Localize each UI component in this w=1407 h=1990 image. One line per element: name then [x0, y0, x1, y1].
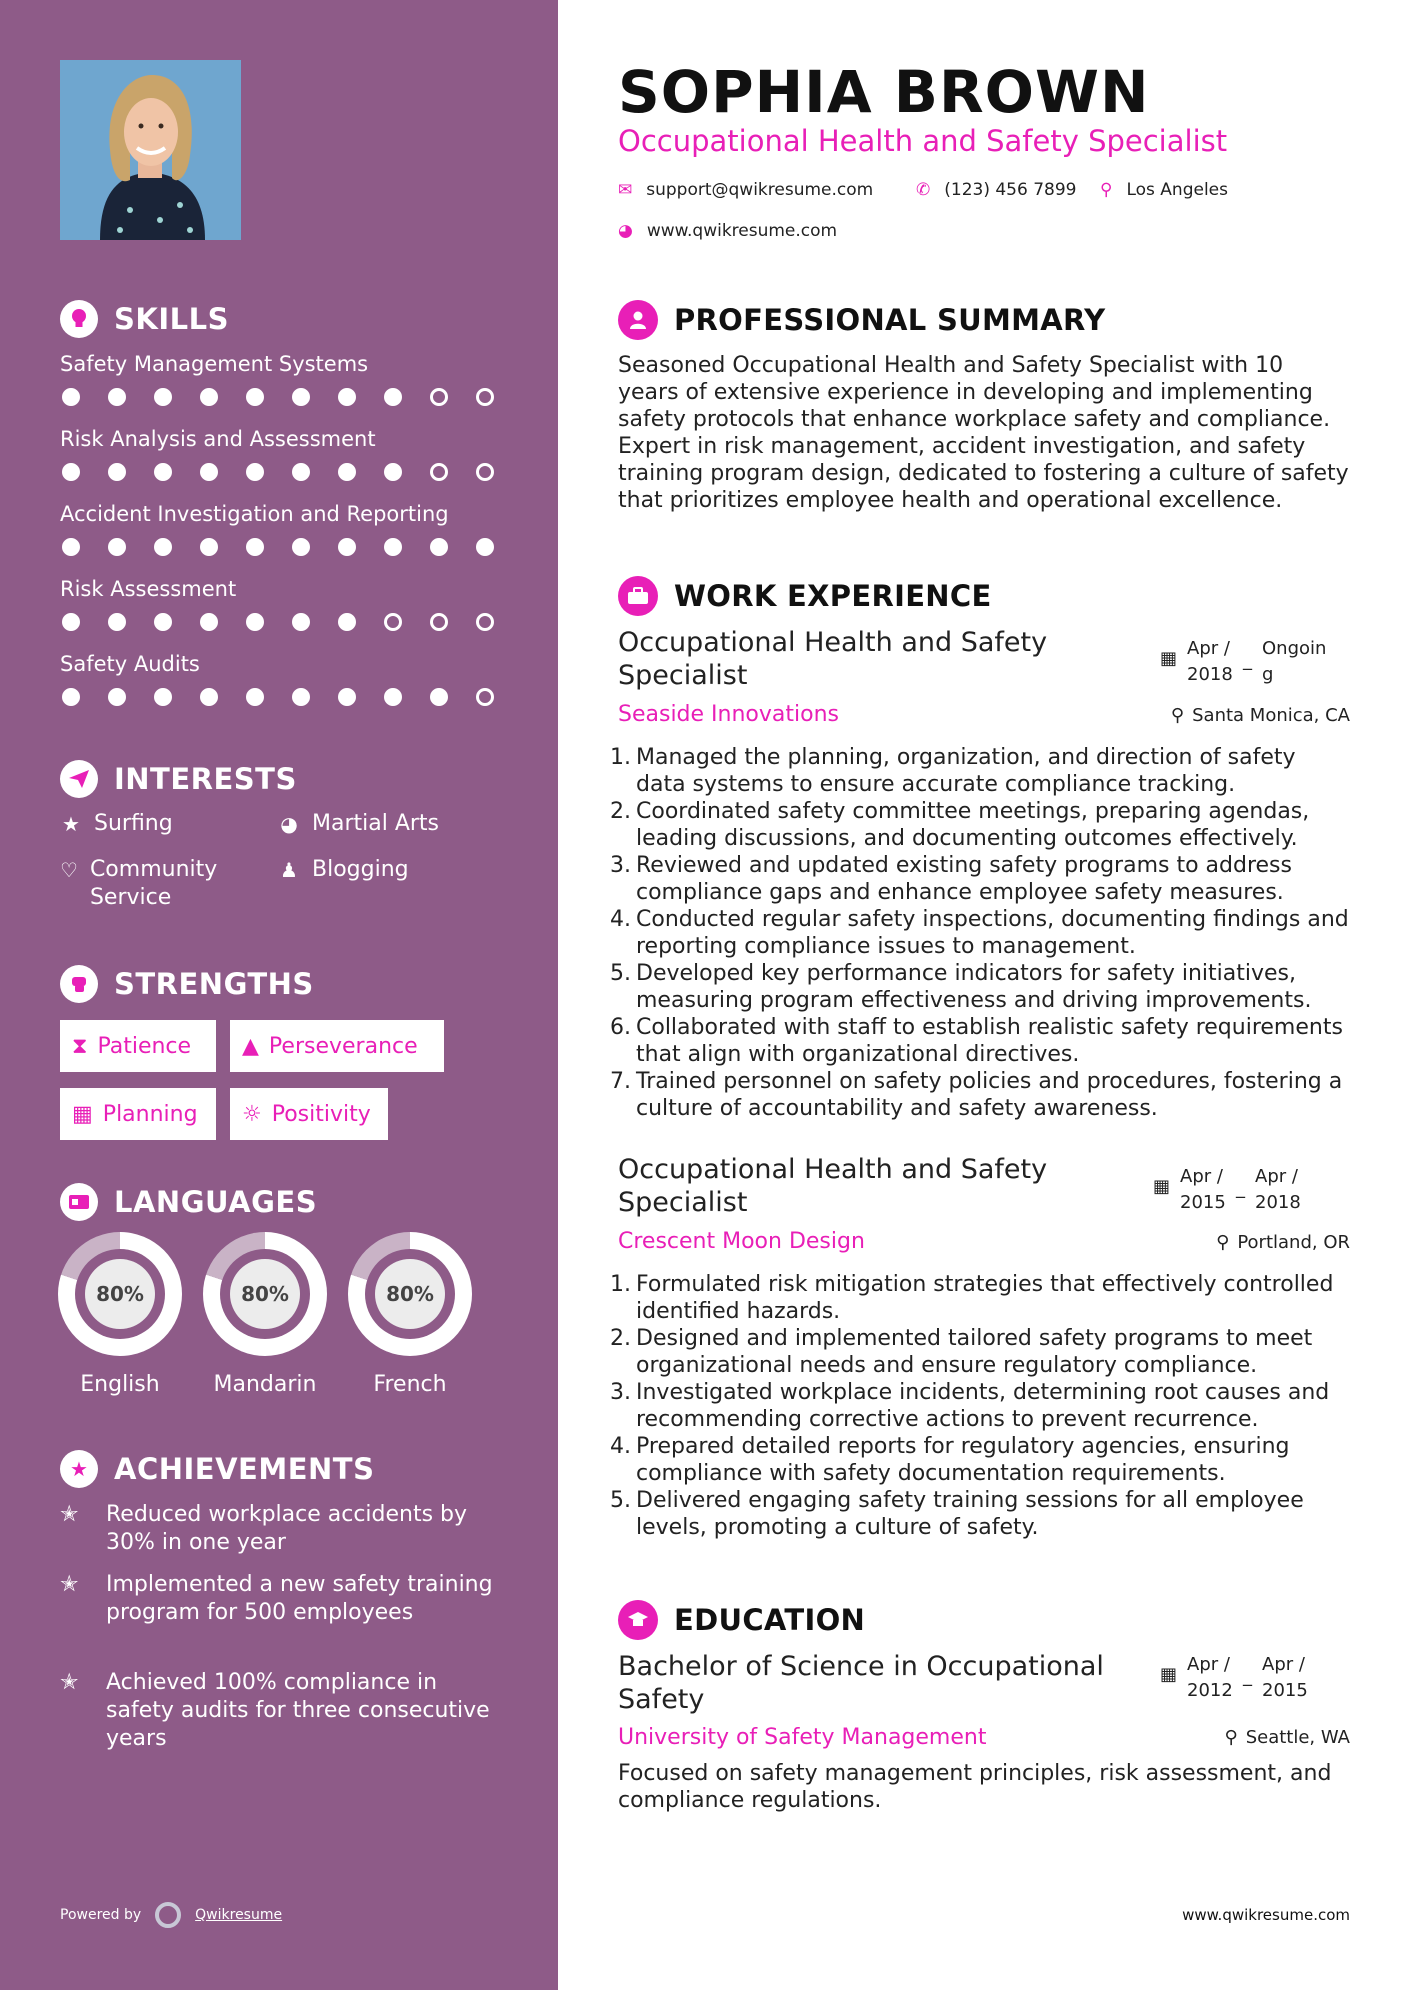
shooting-star-icon: ✭: [60, 1670, 79, 1695]
rating-dot-filled: [246, 463, 264, 481]
language-icon: [60, 1183, 98, 1221]
skill-item: Safety Audits: [60, 652, 510, 706]
rating-dot-filled: [384, 463, 402, 481]
rating-dot-filled: [384, 538, 402, 556]
rating-dot-filled: [108, 538, 126, 556]
job-location: ⚲ Santa Monica, CA: [1170, 705, 1350, 726]
calendar-icon: ▦: [72, 1101, 93, 1127]
rating-dot-filled: [292, 388, 310, 406]
rating-dot-filled: [62, 388, 80, 406]
rating-dot-filled: [338, 463, 356, 481]
briefcase-icon: [618, 576, 658, 616]
calendar-icon: ▦: [1160, 648, 1178, 669]
list-item: 3. Reviewed and updated existing safety programs to address compliance gaps and enhance employee safety measures.: [610, 853, 1292, 905]
education-dates: ▦ Apr / 2012 _ Apr / 2015: [1160, 1654, 1308, 1701]
job-dates: ▦ Apr / 2015 _ Apr / 2018: [1153, 1166, 1301, 1213]
shooting-star-icon: ✭: [60, 1502, 79, 1527]
globe-icon: ◕: [618, 221, 633, 241]
map-pin-icon: ⚲: [1100, 180, 1113, 200]
user-icon: [618, 300, 658, 340]
footer-url[interactable]: www.qwikresume.com: [1182, 1906, 1350, 1924]
education-heading: EDUCATION: [618, 1600, 865, 1640]
list-item: 1. Formulated risk mitigation strategies that effectively controlled identified hazards.: [610, 1272, 1334, 1324]
star-icon: ★: [62, 812, 80, 836]
skill-item: Accident Investigation and Reporting: [60, 502, 510, 556]
language-ring: 80%: [203, 1232, 327, 1356]
contact-location: ⚲ Los Angeles: [1100, 180, 1228, 200]
skill-rating: [60, 388, 510, 406]
interest-item: ♟ Blogging: [278, 856, 409, 884]
star-badge-icon: ★: [60, 1450, 98, 1488]
rating-dot-filled: [292, 688, 310, 706]
rating-dot-empty: [430, 613, 448, 631]
list-item: 7. Trained personnel on safety policies and procedures, fostering a culture of accountability and safety awareness.: [610, 1069, 1343, 1121]
skill-item: Risk Analysis and Assessment: [60, 427, 510, 481]
job-dates: ▦ Apr / 2018 _ Ongoin g: [1160, 638, 1327, 685]
calendar-icon: ▦: [1160, 1664, 1178, 1685]
list-item: 6. Collaborated with staff to establish realistic safety requirements that align with organizational directives.: [610, 1015, 1343, 1067]
rating-dot-filled: [154, 538, 172, 556]
graduate-icon: [618, 1600, 658, 1640]
achievement-item: ✭ Implemented a new safety training program for 500 employees: [60, 1572, 493, 1625]
rating-dot-empty: [430, 463, 448, 481]
rating-dot-filled: [246, 688, 264, 706]
handshake-icon: ♡: [60, 858, 78, 882]
globe-icon: ◕: [280, 812, 298, 836]
skill-rating: [60, 613, 510, 631]
list-item: 5. Developed key performance indicators for safety initiatives, measuring program effectiveness and driving improvements.: [610, 961, 1312, 1013]
shooting-star-icon: ✭: [60, 1572, 79, 1597]
fist-icon: [60, 965, 98, 1003]
job-bullets: [610, 744, 1350, 1122]
rating-dot-filled: [292, 613, 310, 631]
qwikresume-link[interactable]: Qwikresume: [195, 1907, 283, 1923]
rating-dot-filled: [154, 463, 172, 481]
job-title: Occupational Health and Safety Specialist: [618, 1154, 1048, 1218]
company-name: Crescent Moon Design: [618, 1229, 865, 1254]
rating-dot-filled: [108, 688, 126, 706]
rating-dot-filled: [108, 388, 126, 406]
strength-badge: ▲ Perseverance: [230, 1020, 444, 1072]
rating-dot-filled: [384, 688, 402, 706]
language-ring: 80%: [58, 1232, 182, 1356]
rating-dot-filled: [476, 538, 494, 556]
rating-dot-filled: [200, 538, 218, 556]
summary-heading: PROFESSIONAL SUMMARY: [618, 300, 1105, 340]
degree-title: Bachelor of Science in Occupational Safety: [618, 1651, 1104, 1715]
language-item: 80% French: [348, 1232, 472, 1397]
interest-item: ♡ Community Service: [60, 857, 218, 910]
rating-dot-filled: [200, 388, 218, 406]
list-item: 1. Managed the planning, organization, and direction of safety data systems to ensure accurate compliance tracking.: [610, 745, 1296, 797]
sun-icon: ☼: [242, 1101, 262, 1127]
job-bullets: [610, 1271, 1350, 1541]
education-description: Focused on safety management principles, risk assessment, and compliance regulations.: [618, 1761, 1332, 1813]
list-item: 2. Coordinated safety committee meetings, preparing agendas, leading discussions, and documenting outcomes effectively.: [610, 799, 1310, 851]
achievement-item: ✭ Achieved 100% compliance in safety audits for three consecutive years: [60, 1670, 490, 1751]
rating-dot-filled: [338, 538, 356, 556]
job-location: ⚲ Portland, OR: [1216, 1232, 1350, 1253]
rating-dot-filled: [154, 388, 172, 406]
school-name: University of Safety Management: [618, 1725, 987, 1750]
languages-heading: LANGUAGES: [60, 1183, 317, 1221]
contact-phone[interactable]: ✆ (123) 456 7899: [916, 180, 1077, 200]
rating-dot-empty: [476, 463, 494, 481]
list-item: 4. Prepared detailed reports for regulatory agencies, ensuring compliance with safety documentation requirements.: [610, 1434, 1290, 1486]
achievements-heading: ★ ACHIEVEMENTS: [60, 1450, 374, 1488]
language-item: 80% Mandarin: [203, 1232, 327, 1397]
powered-by: Powered by Qwikresume: [60, 1902, 282, 1928]
skill-item: Risk Assessment: [60, 577, 510, 631]
list-item: 4. Conducted regular safety inspections, documenting findings and reporting compliance issues to management.: [610, 907, 1349, 959]
interests-heading: INTERESTS: [60, 760, 297, 798]
achievement-item: ✭ Reduced workplace accidents by 30% in one year: [60, 1502, 468, 1555]
rating-dot-filled: [108, 463, 126, 481]
list-item: 5. Delivered engaging safety training sessions for all employee levels, promoting a culture of safety.: [610, 1488, 1304, 1540]
pushpin-icon: ⚲: [1170, 705, 1185, 726]
rating-dot-filled: [62, 613, 80, 631]
candidate-role: Occupational Health and Safety Specialist: [618, 124, 1228, 158]
company-name: Seaside Innovations: [618, 702, 839, 727]
summary-text: Seasoned Occupational Health and Safety Specialist with 10 years of extensive experience in developing and implementing safety protocols that enhance workplace safety and compliance. Expert in risk management, accident investigation, and safety training program design, dedicated to fostering a culture of safety that prioritizes employee health and operational excellence.: [618, 353, 1349, 513]
rating-dot-filled: [246, 613, 264, 631]
rating-dot-filled: [200, 688, 218, 706]
contact-website[interactable]: ◕ www.qwikresume.com: [618, 221, 838, 241]
rating-dot-filled: [200, 463, 218, 481]
rating-dot-filled: [108, 613, 126, 631]
rating-dot-filled: [62, 463, 80, 481]
rating-dot-filled: [154, 688, 172, 706]
job-title: Occupational Health and Safety Specialist: [618, 627, 1048, 691]
interest-item: ◕ Martial Arts: [278, 810, 439, 838]
rating-dot-filled: [246, 388, 264, 406]
list-item: 3. Investigated workplace incidents, determining root causes and recommending corrective actions to prevent recurrence.: [610, 1380, 1330, 1432]
skill-rating: [60, 688, 510, 706]
list-item: 2. Designed and implemented tailored safety programs to meet organizational needs and ensure regulatory compliance.: [610, 1326, 1313, 1378]
qwikresume-logo-icon: [155, 1902, 181, 1928]
pushpin-icon: ⚲: [1216, 1232, 1230, 1253]
skill-rating: [60, 463, 510, 481]
experience-heading: WORK EXPERIENCE: [618, 576, 992, 616]
strength-badge: ▦ Planning: [60, 1088, 216, 1140]
rating-dot-filled: [430, 688, 448, 706]
calendar-icon: ▦: [1153, 1176, 1171, 1197]
skill-item: Safety Management Systems: [60, 352, 510, 406]
rating-dot-filled: [62, 538, 80, 556]
rating-dot-filled: [200, 613, 218, 631]
phone-icon: ✆: [916, 180, 931, 200]
sidebar: [0, 0, 558, 1990]
mountain-icon: ▲: [242, 1033, 259, 1059]
paper-plane-icon: [60, 760, 98, 798]
rating-dot-filled: [384, 388, 402, 406]
hourglass-icon: ⧗: [72, 1033, 88, 1059]
rating-dot-filled: [338, 613, 356, 631]
lightbulb-icon: [60, 300, 98, 338]
language-item: 80% English: [58, 1232, 182, 1397]
strength-badge: ☼ Positivity: [230, 1088, 388, 1140]
contact-email[interactable]: ✉ support@qwikresume.com: [618, 180, 874, 200]
skills-heading: SKILLS: [60, 300, 229, 338]
rating-dot-filled: [246, 538, 264, 556]
strength-badge: ⧗ Patience: [60, 1020, 216, 1072]
candidate-name: SOPHIA BROWN: [618, 58, 1150, 126]
envelope-icon: ✉: [618, 180, 633, 200]
interest-item: ★ Surfing: [60, 810, 173, 838]
language-ring: 80%: [348, 1232, 472, 1356]
rating-dot-empty: [476, 613, 494, 631]
rating-dot-empty: [430, 388, 448, 406]
skill-rating: [60, 538, 510, 556]
rating-dot-filled: [338, 388, 356, 406]
rating-dot-filled: [154, 613, 172, 631]
rating-dot-filled: [292, 463, 310, 481]
rating-dot-empty: [384, 613, 402, 631]
profile-photo: [60, 60, 241, 240]
rating-dot-filled: [62, 688, 80, 706]
rating-dot-empty: [476, 388, 494, 406]
rating-dot-filled: [292, 538, 310, 556]
rating-dot-filled: [338, 688, 356, 706]
education-location: ⚲ Seattle, WA: [1224, 1727, 1350, 1748]
strengths-heading: STRENGTHS: [60, 965, 314, 1003]
users-icon: ♟: [280, 858, 298, 882]
rating-dot-empty: [476, 688, 494, 706]
rating-dot-filled: [430, 538, 448, 556]
pushpin-icon: ⚲: [1224, 1727, 1238, 1748]
